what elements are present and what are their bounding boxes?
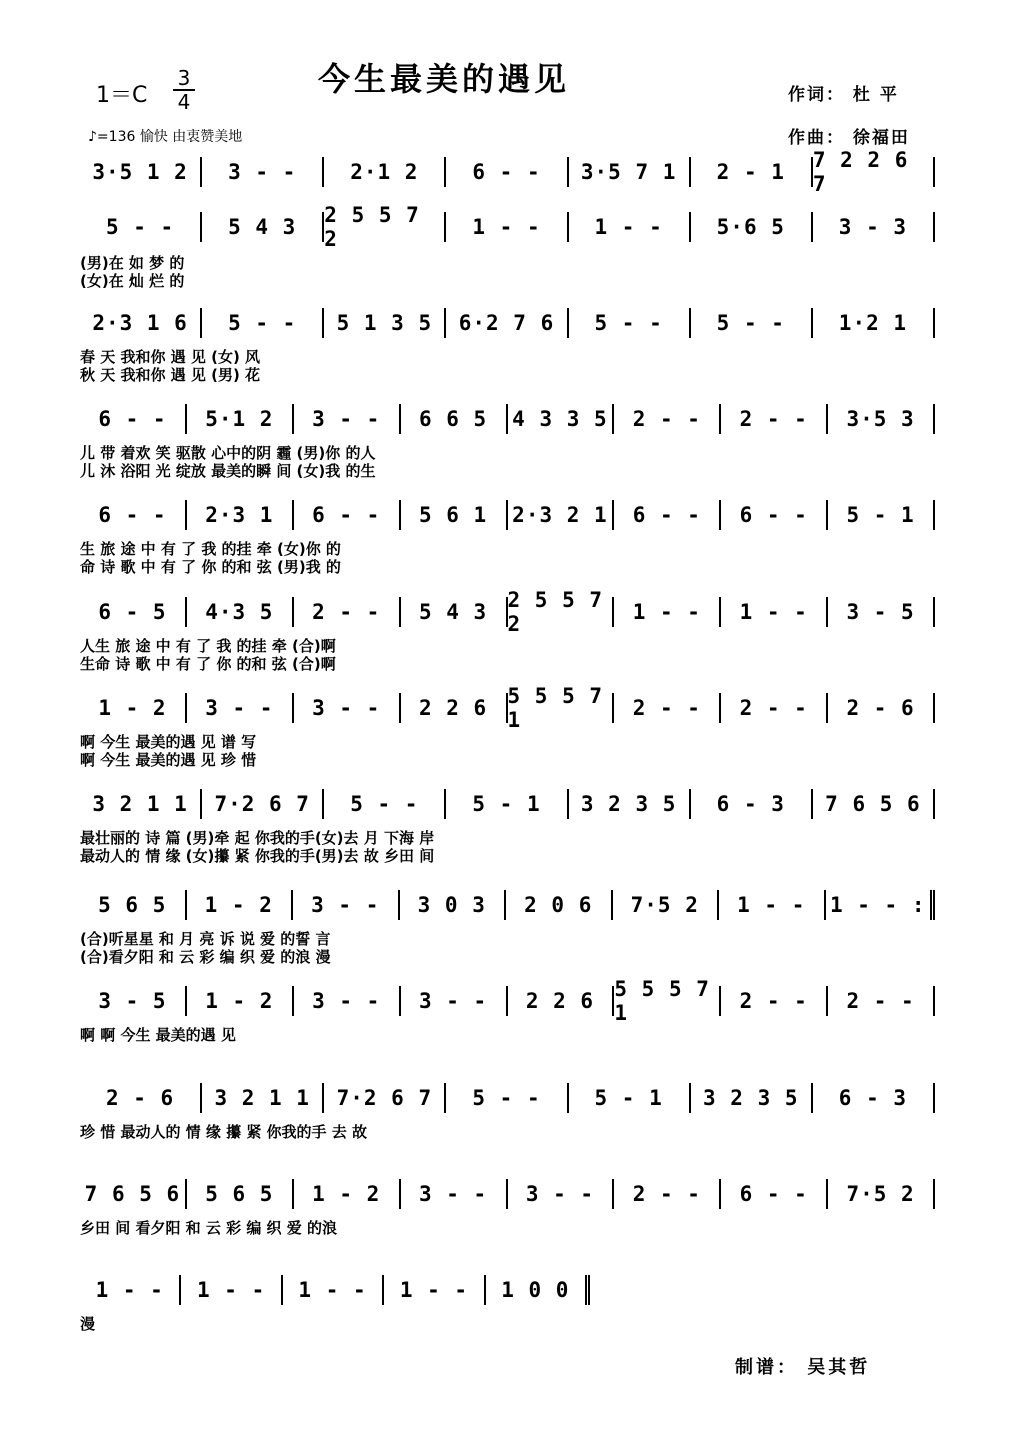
measure: 6 6 5 xyxy=(401,404,508,434)
measure: 5·1 2 xyxy=(187,404,294,434)
lyric-line: 啊 今生 最美的遇 见 珍 惜 xyxy=(80,751,257,769)
measure: 1 - - xyxy=(181,1275,282,1305)
measure: 1 - - xyxy=(721,597,828,627)
measure: 5 - - xyxy=(80,212,202,242)
measure: 2 - - xyxy=(721,693,828,723)
lyric-line: 生命 诗 歌 中 有 了 你 的和 弦 (合)啊 xyxy=(80,655,336,673)
measure: 1·2 1 xyxy=(813,308,935,338)
measure: 2 - - xyxy=(294,597,401,627)
measure: 3 - - xyxy=(401,1179,508,1209)
notes-row xyxy=(80,684,935,732)
measure: 3 0 3 xyxy=(400,890,507,920)
time-signature-top: 3 xyxy=(177,66,191,90)
measure: 2 5 5 7 2 xyxy=(324,212,446,242)
measure: 5 1 3 5 xyxy=(324,308,446,338)
measure: 2 - - xyxy=(828,986,935,1016)
lyric-line: (男)在 如 梦 的 xyxy=(80,254,185,272)
measure: 2 2 6 xyxy=(401,693,508,723)
measure: 3·5 3 xyxy=(828,404,935,434)
time-signature xyxy=(173,68,195,112)
measure: 2·3 1 6 xyxy=(80,308,202,338)
measure: 6 - 3 xyxy=(813,1083,935,1113)
measure: 6·2 7 6 xyxy=(446,308,568,338)
measure: 5 6 5 xyxy=(187,1179,294,1209)
notes-row xyxy=(80,404,935,434)
notes-row xyxy=(80,1179,935,1209)
measure: 7 6 5 6 xyxy=(80,1179,187,1209)
lyric-line: 漫 xyxy=(80,1315,96,1333)
notes-row xyxy=(80,1275,590,1305)
tempo-marking: ♪=136 愉快 由衷赞美地 xyxy=(88,129,243,145)
measure: 3 2 1 1 xyxy=(202,1083,324,1113)
lyric-line: 啊 今生 最美的遇 见 谱 写 xyxy=(80,733,257,751)
lyric-line: 啊 啊 今生 最美的遇 见 xyxy=(80,1026,236,1044)
measure: 7·2 6 7 xyxy=(324,1083,446,1113)
measure: 5 4 3 xyxy=(401,597,508,627)
measure: 3 - 5 xyxy=(828,597,935,627)
measure: 3 - - xyxy=(293,890,400,920)
measure: 1 - - xyxy=(446,212,568,242)
measure: 2 - - xyxy=(721,404,828,434)
measure: 2·1 2 xyxy=(324,157,446,187)
measure: 1 - - : xyxy=(826,890,936,920)
measure: 3·5 1 2 xyxy=(80,157,202,187)
time-signature-bottom: 4 xyxy=(177,90,191,114)
measure: 7·5 2 xyxy=(613,890,720,920)
measure: 5 - - xyxy=(446,1083,568,1113)
lyric-line: 儿 沐 浴阳 光 绽放 最美的瞬 间 (女)我 的生 xyxy=(80,462,376,480)
measure: 6 - - xyxy=(721,500,828,530)
transcriber-credit: 制谱： 吴其哲 xyxy=(735,1357,871,1378)
measure: 3·5 7 1 xyxy=(569,157,691,187)
measure: 3 2 3 5 xyxy=(691,1083,813,1113)
measure: 2·3 2 1 xyxy=(508,500,615,530)
notes-row xyxy=(80,308,935,338)
lyric-line: (合)看夕阳 和 云 彩 编 织 爱 的浪 漫 xyxy=(80,948,331,966)
measure: 3 - - xyxy=(294,693,401,723)
lyric-line: 最动人的 情 缘 (女)攥 紧 你我的手(男)去 故 乡田 间 xyxy=(80,847,435,865)
lyric-line: 珍 惜 最动人的 情 缘 攥 紧 你我的手 去 故 xyxy=(80,1123,368,1141)
measure: 1 - 2 xyxy=(294,1179,401,1209)
measure: 2 2 6 xyxy=(508,986,615,1016)
measure: 1 - 2 xyxy=(80,693,187,723)
measure: 3 - - xyxy=(187,693,294,723)
song-title: 今生最美的遇见 xyxy=(318,60,571,98)
lyric-line: 秋 天 我和你 遇 见 (男) 花 xyxy=(80,366,261,384)
lyricist-credit: 作词： 杜 平 xyxy=(788,85,899,105)
key-signature: 1＝C xyxy=(96,83,148,108)
lyric-line: 儿 带 着欢 笑 驱散 心中的阴 霾 (男)你 的人 xyxy=(80,444,376,462)
measure: 7·2 6 7 xyxy=(202,789,324,819)
lyric-line: (女)在 灿 烂 的 xyxy=(80,272,185,290)
measure: 1 - - xyxy=(80,1275,181,1305)
measure: 5 - 1 xyxy=(569,1083,691,1113)
measure: 5 5 5 7 1 xyxy=(508,693,615,723)
notes-row xyxy=(80,1083,935,1113)
measure: 1 - - xyxy=(719,890,826,920)
measure: 3 - - xyxy=(401,986,508,1016)
measure: 7 2 2 6 7 xyxy=(813,157,935,187)
measure: 1 - - xyxy=(283,1275,384,1305)
notes-row xyxy=(80,148,935,196)
measure: 5 4 3 xyxy=(202,212,324,242)
measure: 5·6 5 xyxy=(691,212,813,242)
measure: 3 2 1 1 xyxy=(80,789,202,819)
measure: 2 - - xyxy=(614,404,721,434)
measure: 6 - - xyxy=(294,500,401,530)
measure: 1 - - xyxy=(384,1275,485,1305)
measure: 5 - - xyxy=(324,789,446,819)
measure: 5 - 1 xyxy=(828,500,935,530)
measure: 5 - - xyxy=(202,308,324,338)
measure: 5 - - xyxy=(569,308,691,338)
measure: 3 2 3 5 xyxy=(569,789,691,819)
measure: 1 - 2 xyxy=(187,986,294,1016)
measure: 5 6 1 xyxy=(401,500,508,530)
measure: 2·3 1 xyxy=(187,500,294,530)
notes-row xyxy=(80,588,935,636)
lyric-line: 乡田 间 看夕阳 和 云 彩 编 织 爱 的浪 xyxy=(80,1219,338,1237)
measure: 2 - 6 xyxy=(80,1083,202,1113)
composer-credit: 作曲： 徐福田 xyxy=(788,128,910,148)
measure: 5 - 1 xyxy=(446,789,568,819)
lyric-line: 最壮丽的 诗 篇 (男)牵 起 你我的手(女)去 月 下海 岸 xyxy=(80,829,435,847)
measure: 3 - - xyxy=(508,1179,615,1209)
measure: 5 5 5 7 1 xyxy=(614,986,721,1016)
lyric-line: 命 诗 歌 中 有 了 你 的和 弦 (男)我 的 xyxy=(80,558,341,576)
measure: 1 0 0 xyxy=(486,1275,590,1305)
lyric-line: 人生 旅 途 中 有 了 我 的挂 牵 (合)啊 xyxy=(80,637,336,655)
lyric-line: 春 天 我和你 遇 见 (女) 风 xyxy=(80,348,261,366)
measure: 2 - 1 xyxy=(691,157,813,187)
notes-row xyxy=(80,203,935,251)
measure: 3 - - xyxy=(294,986,401,1016)
measure: 3 - 3 xyxy=(813,212,935,242)
measure: 2 - 6 xyxy=(828,693,935,723)
measure: 5 - - xyxy=(691,308,813,338)
notes-row xyxy=(80,500,935,530)
lyric-line: 生 旅 途 中 有 了 我 的挂 牵 (女)你 的 xyxy=(80,540,341,558)
measure: 1 - 2 xyxy=(187,890,294,920)
measure: 4·3 5 xyxy=(187,597,294,627)
measure: 6 - - xyxy=(446,157,568,187)
measure: 7·5 2 xyxy=(828,1179,935,1209)
measure: 6 - - xyxy=(721,1179,828,1209)
measure: 6 - - xyxy=(80,500,187,530)
measure: 3 - - xyxy=(202,157,324,187)
measure: 3 - 5 xyxy=(80,986,187,1016)
measure: 2 0 6 xyxy=(506,890,613,920)
measure: 6 - - xyxy=(80,404,187,434)
measure: 6 - 3 xyxy=(691,789,813,819)
measure: 2 - - xyxy=(614,693,721,723)
notes-row xyxy=(80,890,935,920)
measure: 2 - - xyxy=(721,986,828,1016)
measure: 2 - - xyxy=(614,1179,721,1209)
notes-row xyxy=(80,977,935,1025)
measure: 7 6 5 6 xyxy=(813,789,935,819)
measure: 1 - - xyxy=(569,212,691,242)
measure: 2 5 5 7 2 xyxy=(508,597,615,627)
measure: 4 3 3 5 xyxy=(508,404,615,434)
measure: 1 - - xyxy=(614,597,721,627)
measure: 6 - - xyxy=(614,500,721,530)
measure: 5 6 5 xyxy=(80,890,187,920)
measure: 6 - 5 xyxy=(80,597,187,627)
notes-row xyxy=(80,789,935,819)
lyric-line: (合)听星星 和 月 亮 诉 说 爱 的誓 言 xyxy=(80,930,331,948)
measure: 3 - - xyxy=(294,404,401,434)
